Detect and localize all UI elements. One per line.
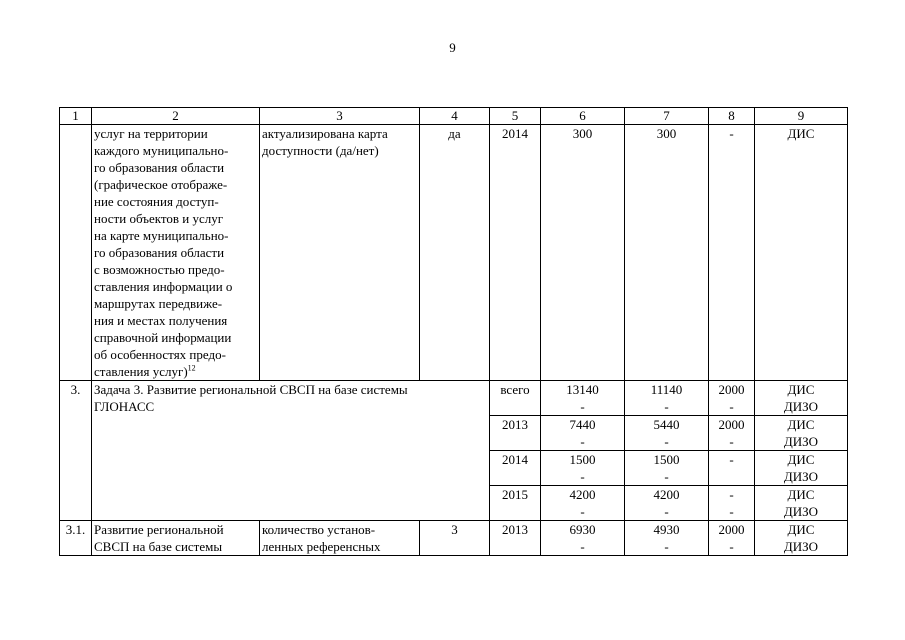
amount-cell: 11140 - <box>625 381 709 416</box>
row-number-cell: 3. <box>60 381 92 521</box>
measure-description: услуг на территории каждого муниципально- го образования области (графическое отображе- ние состояния доступ- ности объектов и услуг на карте муниципально- го образования области с возможностью предо- ставления информации о маршрутах передвиже- ния и местах получения справочной информации об особенностях предо- ставления услуг)$^{12}$ <box>92 125 260 381</box>
task-title: Задача 3. Развитие региональной СВСП на базе системы ГЛОНАСС <box>92 381 490 521</box>
table-row <box>60 125 848 381</box>
header-row <box>60 108 848 125</box>
executor-cell: ДИС ДИЗО <box>755 451 848 486</box>
header-cell: 5 <box>490 108 541 125</box>
amount-cell: 4930 - <box>625 521 709 556</box>
executor-cell: ДИС ДИЗО <box>755 486 848 521</box>
page-number: 9 <box>449 40 456 55</box>
amount-cell: 5440 - <box>625 416 709 451</box>
value-cell: 3 <box>420 521 490 556</box>
measure-description: Развитие региональной СВСП на базе системы <box>92 521 260 556</box>
program-table <box>59 107 848 556</box>
row-number-cell: 3.1. <box>60 521 92 556</box>
amount-cell: 1500 - <box>541 451 625 486</box>
year-cell: 2014 <box>490 451 541 486</box>
header-cell: 9 <box>755 108 848 125</box>
header-cell: 8 <box>709 108 755 125</box>
executor-cell: ДИС ДИЗО <box>755 381 848 416</box>
header-cell: 2 <box>92 108 260 125</box>
value-cell: да <box>420 125 490 381</box>
amount-cell: - <box>709 125 755 381</box>
amount-cell: 300 <box>541 125 625 381</box>
amount-cell: - <box>709 451 755 486</box>
amount-cell: 4200 - <box>541 486 625 521</box>
amount-cell: 4200 - <box>625 486 709 521</box>
year-cell: 2014 <box>490 125 541 381</box>
amount-cell: 2000 - <box>709 381 755 416</box>
header-cell: 1 <box>60 108 92 125</box>
table-row <box>60 521 848 556</box>
amount-cell: - - <box>709 486 755 521</box>
executor-cell: ДИС ДИЗО <box>755 521 848 556</box>
amount-cell: 300 <box>625 125 709 381</box>
year-cell: 2015 <box>490 486 541 521</box>
year-cell: 2013 <box>490 416 541 451</box>
amount-cell: 7440 - <box>541 416 625 451</box>
table-row <box>60 381 848 416</box>
amount-cell: 1500 - <box>625 451 709 486</box>
amount-cell: 2000 - <box>709 521 755 556</box>
header-cell: 6 <box>541 108 625 125</box>
year-cell: всего <box>490 381 541 416</box>
amount-cell: 6930 - <box>541 521 625 556</box>
header-cell: 4 <box>420 108 490 125</box>
year-cell: 2013 <box>490 521 541 556</box>
row-number-cell <box>60 125 92 381</box>
executor-cell: ДИС <box>755 125 848 381</box>
header-cell: 7 <box>625 108 709 125</box>
footnote-marker: 12 <box>187 363 196 373</box>
executor-cell: ДИС ДИЗО <box>755 416 848 451</box>
indicator-cell: количество установ- ленных референсных <box>260 521 420 556</box>
header-cell: 3 <box>260 108 420 125</box>
amount-cell: 13140 - <box>541 381 625 416</box>
indicator-cell: актуализирована карта доступности (да/нет) <box>260 125 420 381</box>
amount-cell: 2000 - <box>709 416 755 451</box>
